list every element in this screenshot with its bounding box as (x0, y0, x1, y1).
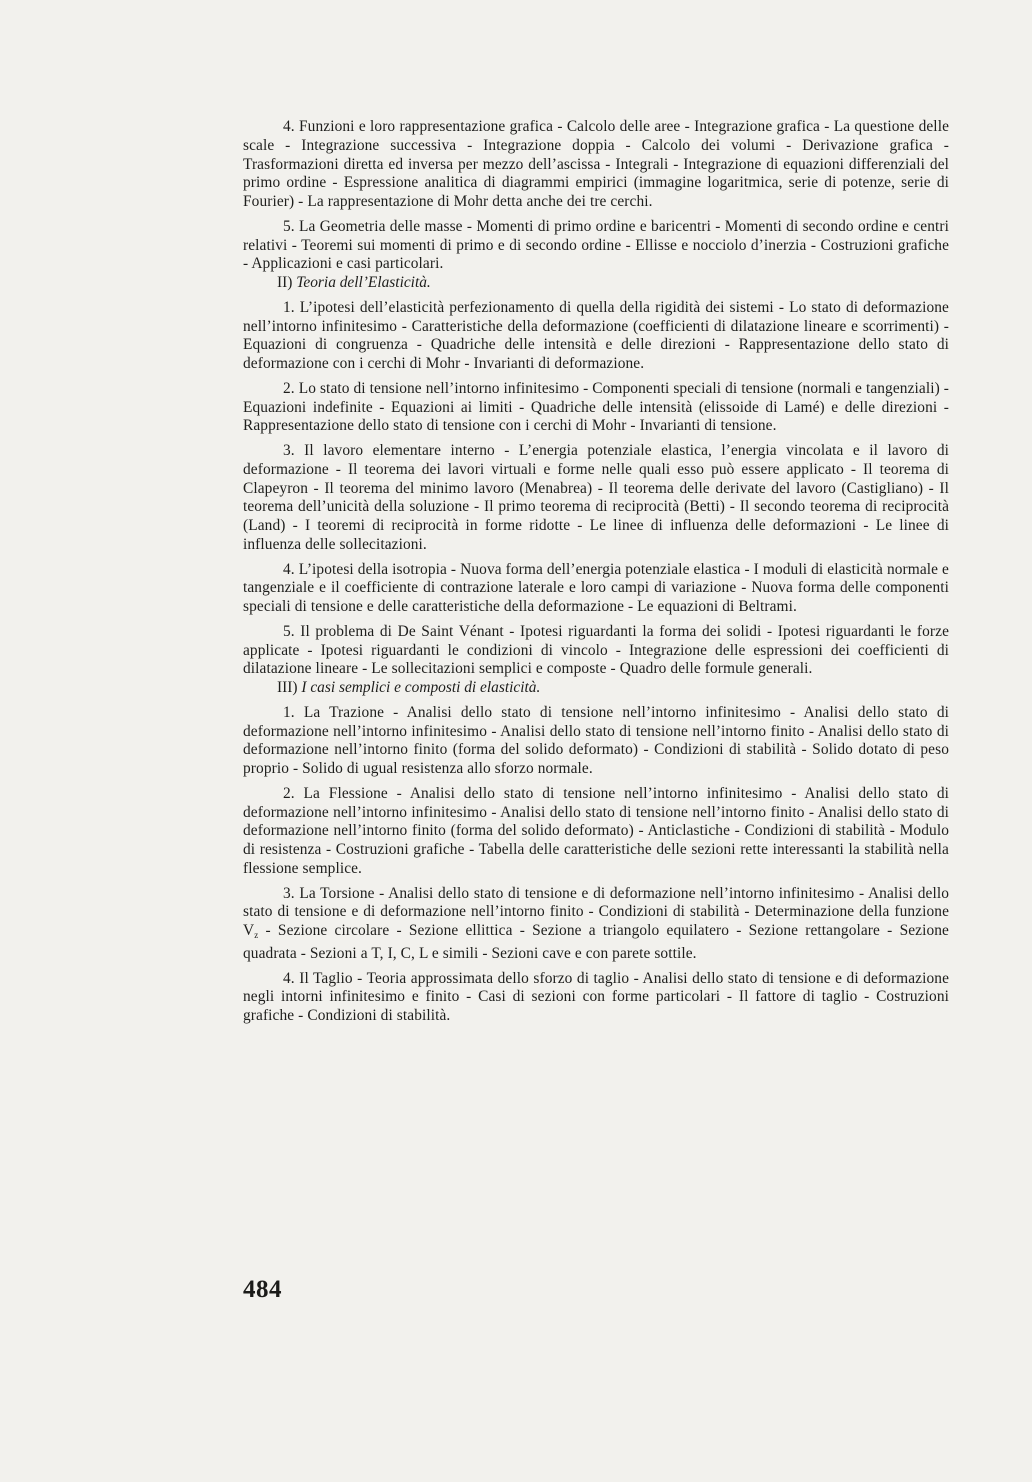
section-heading-casi-semplici (243, 679, 949, 698)
paragraph-stato-tensione: 2. Lo stato di tensione nell’intorno infinitesimo - Componenti speciali di tensione (normali e tangenziali) - Equazioni indefinite - Equazioni ai limiti - Quadriche delle intensità (elissoide di Lamé) e delle direzioni - Rappresentazione dello stato di tensione con i cerchi di Mohr - Invarianti di tensione. (243, 379, 949, 435)
paragraph-lavoro-elementare: 3. Il lavoro elementare interno - L’energia potenziale elastica, l’energia vincolata e il lavoro di deformazione - Il teorema dei lavori virtuali e forme nelle quali esso può essere applicato - Il teorema di Clapeyron - Il teorema del minimo lavoro (Menabrea) - Il teorema delle derivate del lavoro (Castigliano) - Il teorema dell’unicità della soluzione - Il primo teorema di reciprocità (Betti) - Il secondo teorema di reciprocità (Land) - I teoremi di reciprocità in forme ridotte - Le linee di influenza delle deformazioni - Le linee di influenza delle sollecitazioni. (243, 442, 949, 553)
paragraph-geometria-masse: 5. La Geometria delle masse - Momenti di primo ordine e baricentri - Momenti di secondo ordine e centri relativi - Teoremi sui momenti di primo e di secondo ordine - Ellisse e nocciolo d’inerzia - Costruzioni grafiche - Applicazioni e casi particolari. (243, 217, 949, 273)
torsione-text-start: 3. La Torsione - Analisi dello stato di tensione e di deformazione nell’intorno infinitesimo - Analisi dello stato di tensione e di deformazione nell’intorno finito - Condizioni di stabilità - Determinazione della funzione V (243, 884, 949, 939)
paragraph-ipotesi-elasticita: 1. L’ipotesi dell’elasticità perfezionamento di quella della rigidità dei sistemi - Lo stato di deformazione nell’intorno infinitesimo - Caratteristiche della deformazione (coefficienti di dilatazione lineare e scorrimenti) - Equazioni di congruenza - Quadriche delle intensità e delle direzioni - Rappresentazione dello stato di deformazione con i cerchi di Mohr - Invarianti di deformazione. (243, 298, 949, 372)
section-number: III) (277, 679, 298, 696)
section-title: I casi semplici e composti di elasticità. (301, 679, 541, 696)
paragraph-torsione (243, 885, 949, 964)
paragraph-flessione: 2. La Flessione - Analisi dello stato di tensione nell’intorno infinitesimo - Analisi dello stato di deformazione nell’intorno infinitesimo - Analisi dello stato di tensione nell’intorno finito - Analisi dello stato di deformazione nell’intorno finito (forma del solido deformato) - Anticlastiche - Condizioni di stabilità - Modulo di resistenza - Costruzioni grafiche - Tabella delle caratteristiche delle sezioni rette interessanti la stabilità nella flessione semplice. (243, 784, 949, 877)
section-number: II) (277, 274, 293, 291)
paragraph-de-saint-venant: 5. Il problema di De Saint Vénant - Ipotesi riguardanti la forma dei solidi - Ipotesi riguardanti le forze applicate - Ipotesi riguardanti le condizioni di vincolo - Integrazione delle espressioni dei coefficienti di dilatazione lineare - Le sollecitazioni semplici e composte - Quadro delle formule generali. (243, 622, 949, 678)
subscript-z: z (254, 930, 259, 940)
paragraph-trazione: 1. La Trazione - Analisi dello stato di tensione nell’intorno infinitesimo - Analisi dello stato di deformazione nell’intorno infinitesimo - Analisi dello stato di tensione nell’intorno finito - Analisi dello stato di deformazione nell’intorno finito (forma del solido deformato) - Condizioni di stabilità - Solido dotato di peso proprio - Solido di ugual resistenza allo sforzo normale. (243, 703, 949, 777)
torsione-text-end: - Sezione circolare - Sezione ellittica - Sezione a triangolo equilatero - Sezione rettangolare - Sezione quadrata - Sezioni a T, I, C, L e simili - Sezioni cave e con parete sottile. (243, 922, 949, 962)
paragraph-funzioni: 4. Funzioni e loro rappresentazione grafica - Calcolo delle aree - Integrazione grafica - La questione delle scale - Integrazione successiva - Integrazione doppia - Calcolo dei volumi - Derivazione grafica - Trasformazioni diretta ed inversa per mezzo dell’ascissa - Integrali - Integrazione di equazioni differenziali del primo ordine - Espressione analitica di diagrammi empirici (immagine logaritmica, serie di potenze, serie di Fourier) - La rappresentazione di Mohr detta anche dei tre cerchi. (243, 118, 949, 210)
page-number: 484 (243, 1276, 282, 1303)
page-body (243, 118, 949, 1026)
paragraph-taglio: 4. Il Taglio - Teoria approssimata dello sforzo di taglio - Analisi dello stato di tensione e di deformazione negli intorni infinitesimo e finito - Casi di sezioni con forme particolari - Il fattore di taglio - Costruzioni grafiche - Condizioni di stabilità. (243, 969, 949, 1024)
paragraph-isotropia: 4. L’ipotesi della isotropia - Nuova forma dell’energia potenziale elastica - I moduli di elasticità normale e tangenziale e il coefficiente di contrazione laterale e loro campi di variazione - Nuova forma delle componenti speciali di tensione e delle caratteristiche della deformazione - Le equazioni di Beltrami. (243, 560, 949, 615)
section-heading-teoria-elasticita (243, 274, 949, 293)
section-title: Teoria dell’Elasticità. (296, 274, 431, 291)
